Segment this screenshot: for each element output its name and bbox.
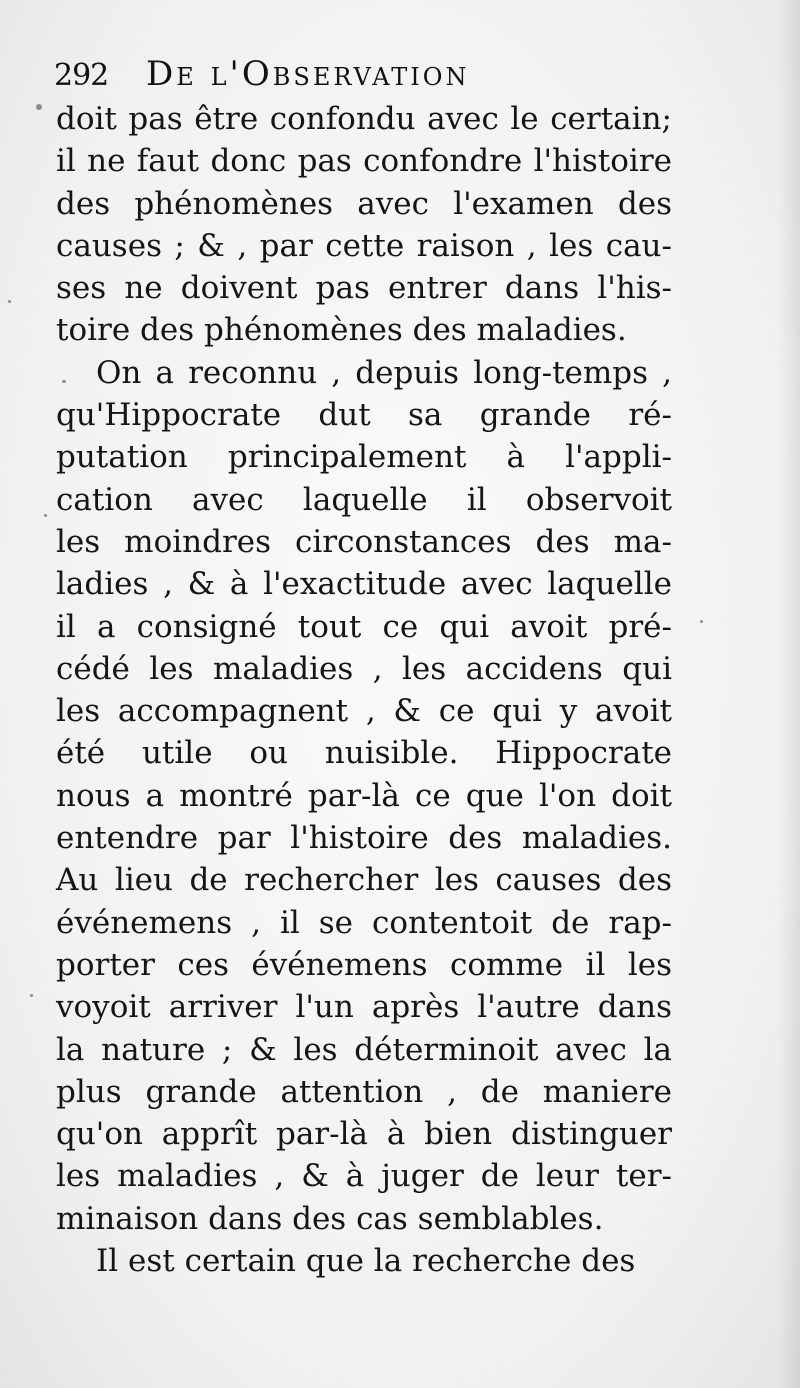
text-line: été utile ou nuisible. Hippocrate [56,735,672,772]
ink-speck [8,300,11,303]
paragraph-start-line: On a reconnu , depuis long-temps , [96,354,672,391]
ink-speck [36,104,42,110]
body-text [56,98,672,1282]
paragraph-start-line: Il est certain que la recherche des [96,1243,636,1280]
text-line: nous a montré par-là ce que l'on doit [56,777,672,814]
ink-speck [62,380,66,383]
page-header [54,50,694,100]
text-line: les maladies , & à juger de leur ter- [56,1158,672,1195]
text-line: cédé les maladies , les accidens qui [56,650,672,687]
running-title: De l'Observation [146,54,470,94]
text-line: voyoit arriver l'un après l'autre dans [56,989,672,1026]
text-line: putation principalement à l'appli- [56,439,672,476]
text-line: qu'Hippocrate dut sa grande ré- [56,397,672,434]
text-line: la nature ; & les déterminoit avec la [56,1031,672,1068]
ink-speck [44,514,47,517]
text-line: doit pas être confondu avec le certain; [56,101,672,137]
text-line: ladies , & à l'exactitude avec laquelle [56,566,672,603]
ink-speck [700,620,703,623]
text-line: porter ces événemens comme il les [56,946,672,983]
text-line: il ne faut donc pas confondre l'histoire [56,143,672,180]
text-line: qu'on apprît par-là à bien distinguer [56,1116,672,1153]
page-edge-shadow [778,0,800,1388]
text-line: causes ; & , par cette raison , les cau- [56,227,672,264]
text-line: il a consigné tout ce qui avoit pré- [56,608,672,645]
text-line: les moindres circonstances des ma- [56,523,672,560]
text-line: Au lieu de rechercher les causes des [56,862,672,899]
text-line: les accompagnent , & ce qui y avoit [56,693,672,730]
text-line: plus grande attention , de maniere [56,1073,672,1110]
text-line: des phénomènes avec l'examen des [56,185,672,222]
text-line: cation avec laquelle il observoit [56,481,672,518]
text-line: événemens , il se contentoit de rap- [56,904,672,941]
paragraph-end-line: toire des phénomènes des maladies. [56,312,627,349]
text-line: ses ne doivent pas entrer dans l'his- [56,270,672,307]
text-line: entendre par l'histoire des maladies. [56,820,672,857]
ink-speck [30,994,33,997]
page-number: 292 [54,58,109,93]
paragraph-end-line: minaison dans des cas semblables. [56,1200,604,1237]
